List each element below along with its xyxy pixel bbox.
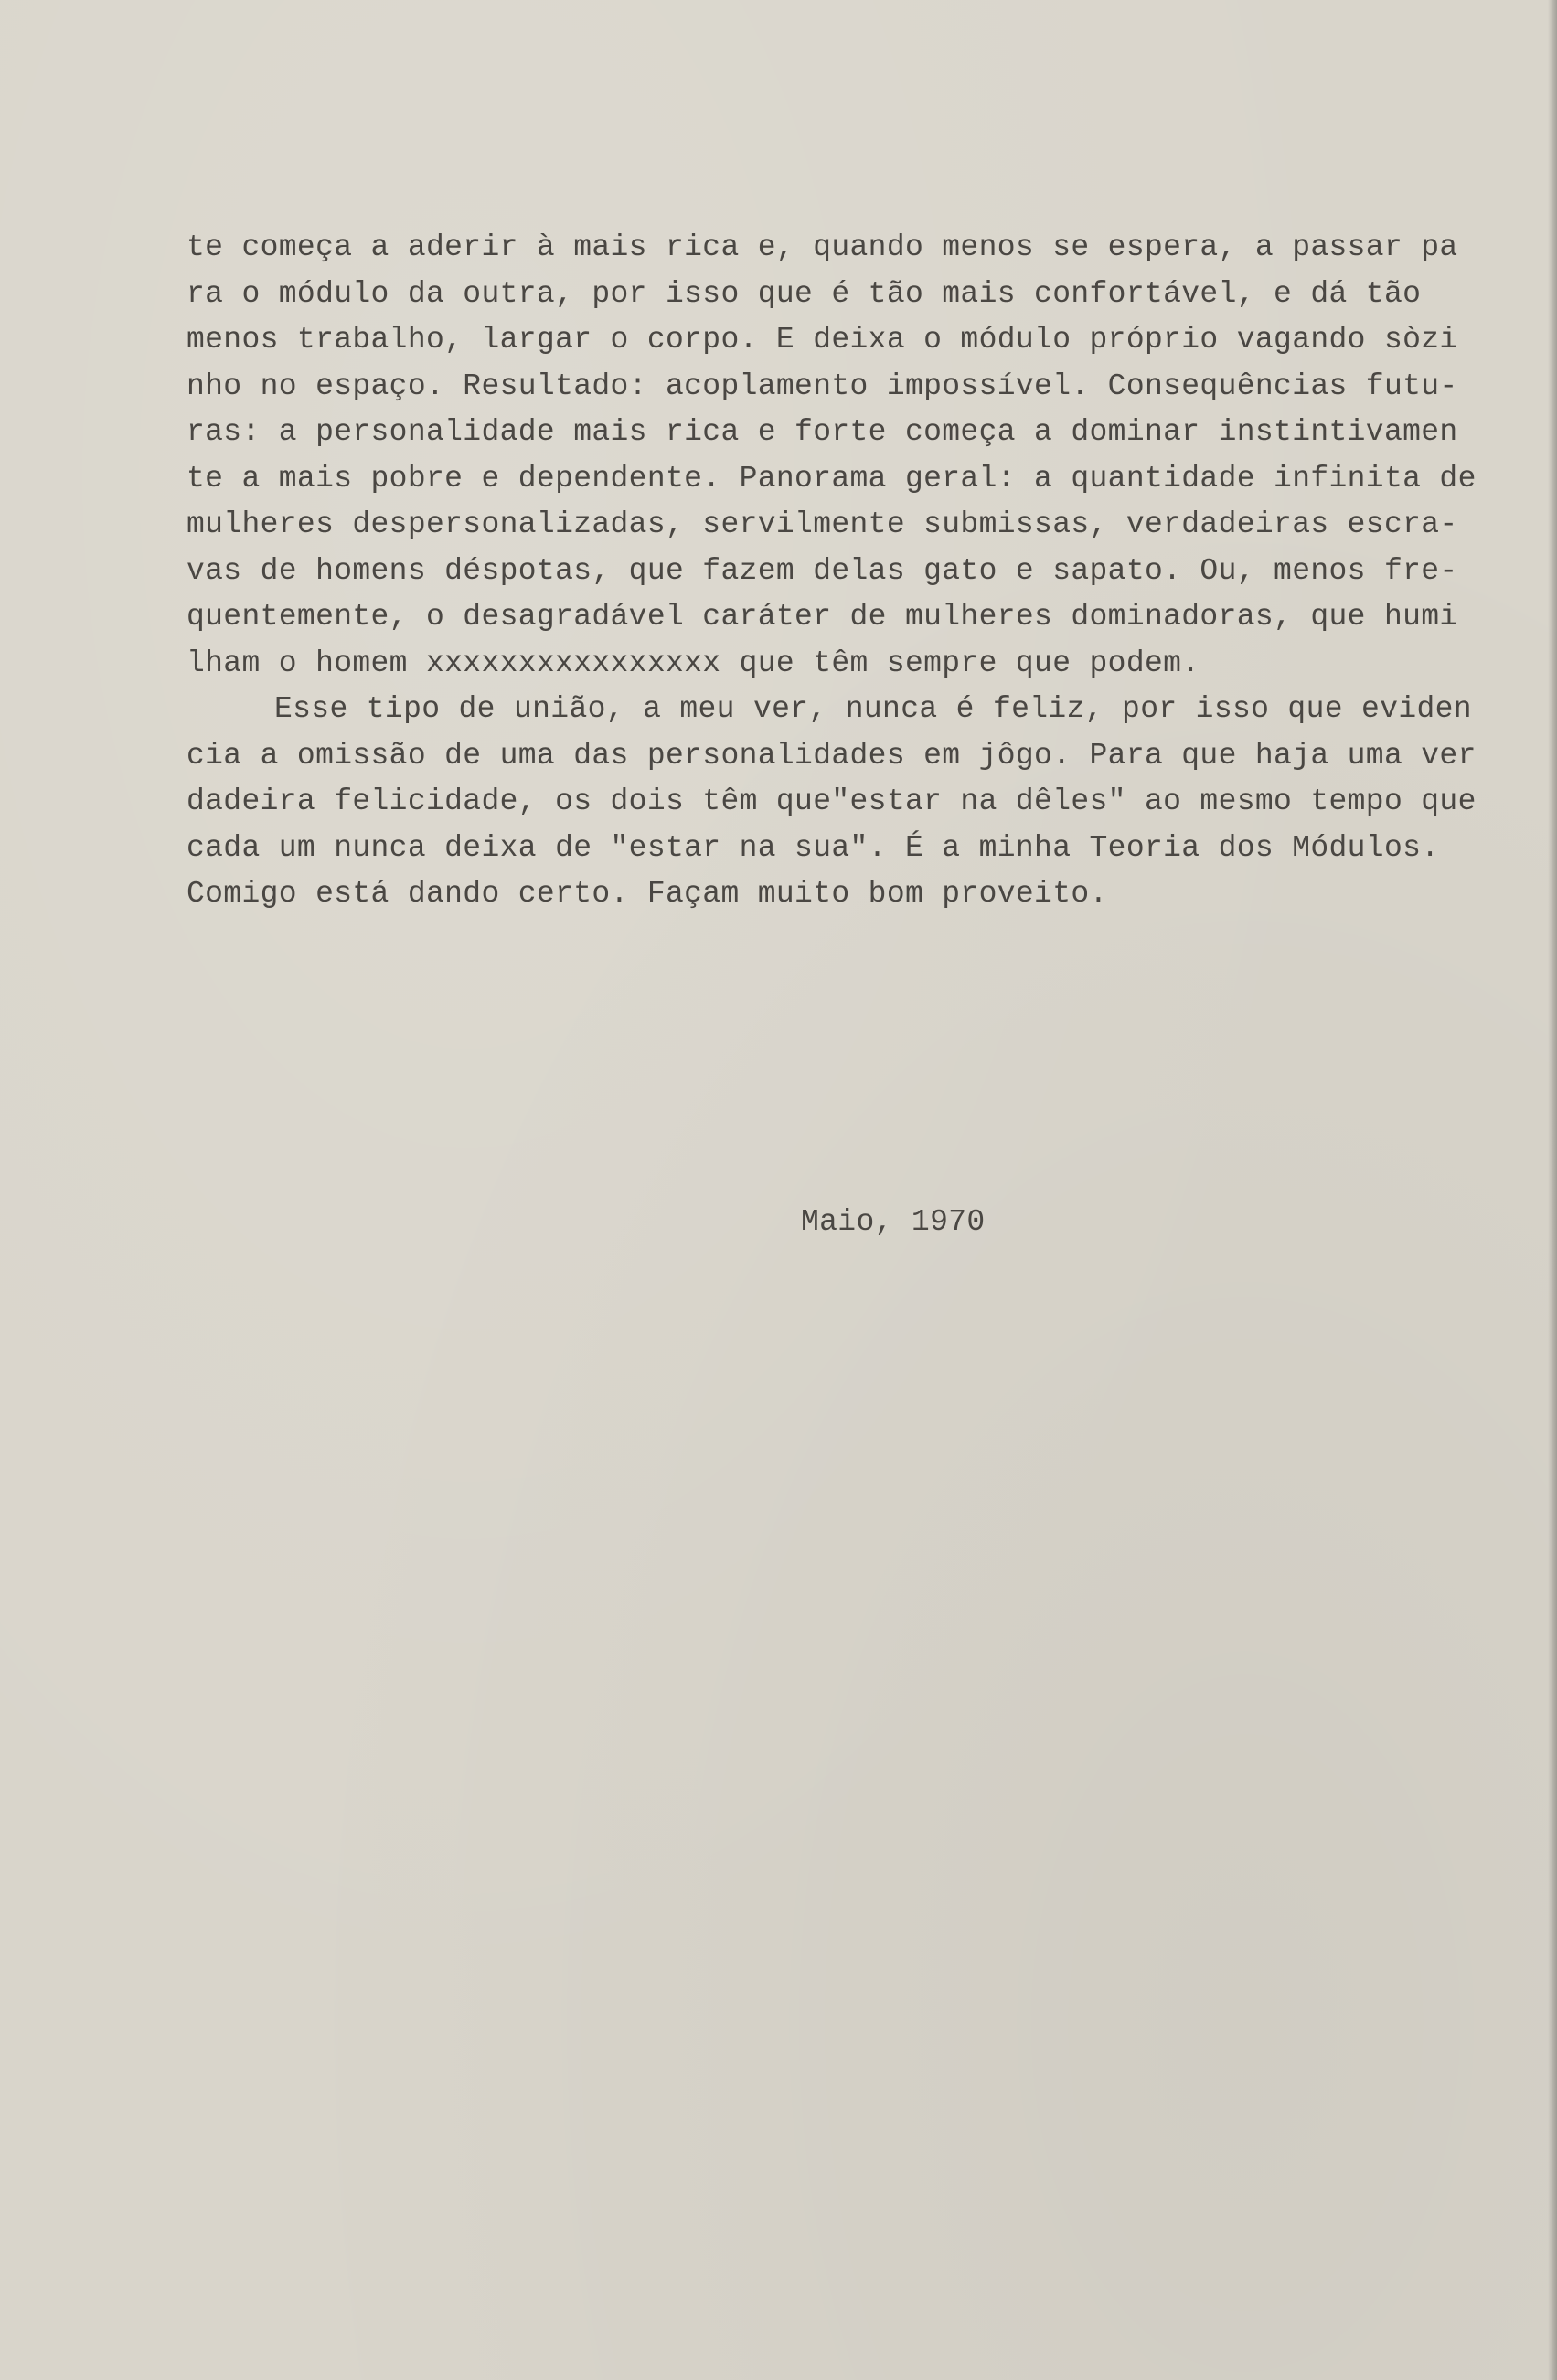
text-line: quentemente, o desagradável caráter de mulheres dominadoras, que humi — [187, 600, 1458, 634]
paragraph-1 — [187, 225, 1477, 687]
text-line: ra o módulo da outra, por isso que é tão mais confortável, e dá tão — [187, 276, 1422, 311]
text-line: te a mais pobre e dependente. Panorama geral: a quantidade infinita de — [187, 461, 1477, 496]
document-date: Maio, 1970 — [801, 1205, 986, 1239]
text-line: cada um nunca deixa de "estar na sua". É a minha Teoria dos Módulos. — [187, 830, 1440, 865]
page-edge-shadow — [1548, 0, 1557, 2380]
text-line: Comigo está dando certo. Façam muito bom proveito. — [187, 877, 1108, 911]
text-line: vas de homens déspotas, que fazem delas gato e sapato. Ou, menos fre- — [187, 553, 1458, 588]
text-line: te começa a aderir à mais rica e, quando menos se espera, a passar pa — [187, 230, 1458, 264]
text-line: mulheres despersonalizadas, servilmente submissas, verdadeiras escra- — [187, 507, 1458, 541]
text-line: nho no espaço. Resultado: acoplamento impossível. Consequências futu- — [187, 368, 1458, 403]
text-line: Esse tipo de união, a meu ver, nunca é feliz, por isso que eviden — [274, 692, 1472, 726]
body-text — [187, 225, 1477, 918]
text-line: menos trabalho, largar o corpo. E deixa o módulo próprio vagando sòzi — [187, 323, 1458, 357]
text-line: cia a omissão de uma das personalidades em jôgo. Para que haja uma ver — [187, 738, 1477, 773]
text-line: dadeira felicidade, os dois têm que"estar na dêles" ao mesmo tempo que — [187, 784, 1477, 818]
text-line: lham o homem xxxxxxxxxxxxxxxx que têm sempre que podem. — [187, 646, 1200, 680]
text-line: ras: a personalidade mais rica e forte começa a dominar instintivamen — [187, 415, 1458, 449]
paragraph-2 — [187, 687, 1477, 918]
